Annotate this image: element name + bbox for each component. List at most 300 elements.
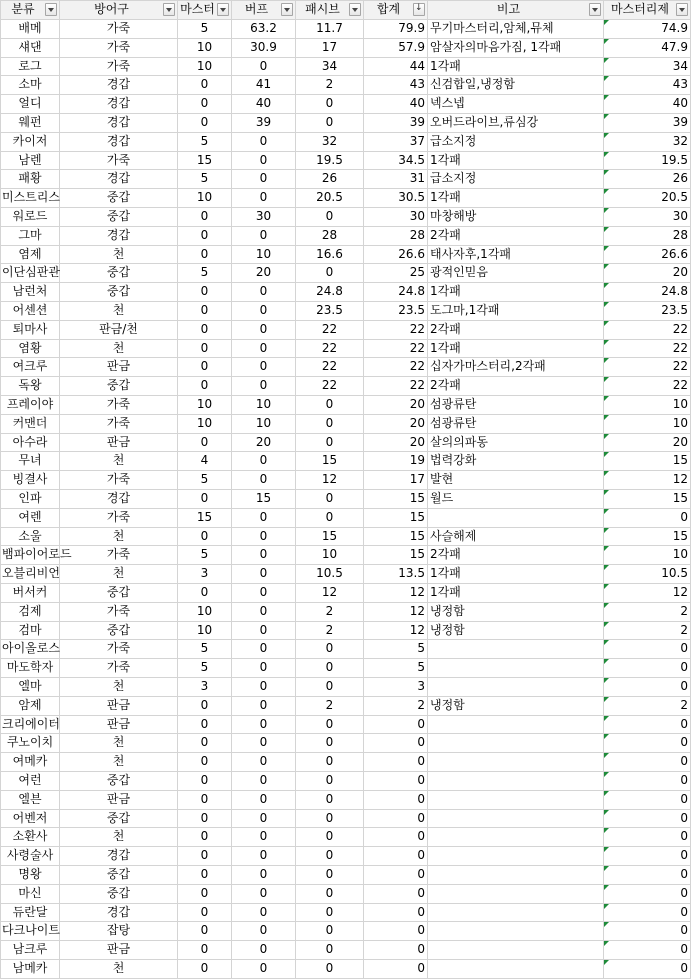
cell-category[interactable]: 다크나이트 — [0, 922, 60, 941]
cell-note[interactable]: 도그마,1각패 — [428, 302, 604, 321]
cell-armor[interactable]: 천 — [60, 452, 178, 471]
cell-mastery-excl[interactable] — [604, 734, 691, 753]
cell-buff[interactable]: 0 — [232, 922, 296, 941]
sort-descending-icon[interactable]: ↓ — [413, 3, 425, 16]
cell-buff[interactable]: 0 — [232, 847, 296, 866]
cell-armor[interactable]: 가죽 — [60, 640, 178, 659]
cell-total[interactable]: 22 — [364, 358, 428, 377]
cell-passive[interactable]: 2 — [296, 622, 364, 641]
cell-passive[interactable]: 0 — [296, 208, 364, 227]
cell-note[interactable]: 법력강화 — [428, 452, 604, 471]
cell-mastery-excl[interactable] — [604, 246, 691, 265]
cell-passive[interactable]: 0 — [296, 114, 364, 133]
cell-total[interactable]: 43 — [364, 76, 428, 95]
cell-note[interactable] — [428, 828, 604, 847]
cell-buff[interactable]: 0 — [232, 227, 296, 246]
cell-category[interactable]: 검마 — [0, 622, 60, 641]
cell-passive[interactable]: 2 — [296, 697, 364, 716]
cell-category[interactable]: 여메카 — [0, 753, 60, 772]
cell-total[interactable]: 37 — [364, 133, 428, 152]
cell-note[interactable] — [428, 716, 604, 735]
cell-master[interactable]: 3 — [178, 565, 232, 584]
cell-armor[interactable]: 중갑 — [60, 208, 178, 227]
cell-total[interactable]: 20 — [364, 434, 428, 453]
cell-passive[interactable]: 10 — [296, 546, 364, 565]
cell-passive[interactable]: 26 — [296, 170, 364, 189]
cell-armor[interactable]: 가죽 — [60, 415, 178, 434]
cell-total[interactable]: 2 — [364, 697, 428, 716]
cell-armor[interactable]: 판금/천 — [60, 321, 178, 340]
cell-note[interactable]: 냉정함 — [428, 622, 604, 641]
cell-note[interactable]: 십자가마스터리,2각패 — [428, 358, 604, 377]
cell-mastery-excl[interactable] — [604, 302, 691, 321]
cell-passive[interactable]: 0 — [296, 434, 364, 453]
cell-master[interactable]: 0 — [178, 321, 232, 340]
cell-passive[interactable]: 0 — [296, 904, 364, 923]
cell-total[interactable]: 0 — [364, 941, 428, 960]
cell-mastery-excl[interactable] — [604, 490, 691, 509]
cell-category[interactable]: 무녀 — [0, 452, 60, 471]
cell-passive[interactable]: 15 — [296, 452, 364, 471]
cell-total[interactable]: 19 — [364, 452, 428, 471]
cell-armor[interactable]: 중갑 — [60, 885, 178, 904]
cell-master[interactable]: 0 — [178, 697, 232, 716]
cell-buff[interactable]: 10 — [232, 246, 296, 265]
cell-master[interactable]: 0 — [178, 246, 232, 265]
cell-buff[interactable]: 20 — [232, 264, 296, 283]
cell-master[interactable]: 0 — [178, 847, 232, 866]
cell-mastery-excl[interactable] — [604, 227, 691, 246]
cell-passive[interactable]: 16.6 — [296, 246, 364, 265]
cell-mastery-excl[interactable] — [604, 377, 691, 396]
cell-note[interactable]: 1각패 — [428, 58, 604, 77]
cell-master[interactable]: 10 — [178, 396, 232, 415]
cell-master[interactable]: 0 — [178, 810, 232, 829]
cell-master[interactable]: 5 — [178, 640, 232, 659]
cell-master[interactable]: 5 — [178, 471, 232, 490]
cell-passive[interactable]: 0 — [296, 678, 364, 697]
cell-note[interactable]: 급소지정 — [428, 133, 604, 152]
header-cell-mastery-excl[interactable] — [604, 0, 691, 20]
cell-mastery-excl[interactable] — [604, 189, 691, 208]
cell-total[interactable]: 25 — [364, 264, 428, 283]
header-cell-category[interactable] — [0, 0, 60, 20]
cell-note[interactable]: 광적인믿음 — [428, 264, 604, 283]
cell-master[interactable]: 5 — [178, 170, 232, 189]
cell-armor[interactable]: 가죽 — [60, 20, 178, 39]
cell-armor[interactable]: 판금 — [60, 697, 178, 716]
filter-dropdown-icon[interactable] — [163, 3, 175, 16]
cell-armor[interactable]: 중갑 — [60, 866, 178, 885]
cell-note[interactable] — [428, 960, 604, 979]
cell-note[interactable]: 2각패 — [428, 227, 604, 246]
cell-armor[interactable]: 천 — [60, 528, 178, 547]
cell-master[interactable]: 10 — [178, 415, 232, 434]
cell-armor[interactable]: 천 — [60, 678, 178, 697]
cell-buff[interactable]: 0 — [232, 828, 296, 847]
cell-buff[interactable]: 0 — [232, 377, 296, 396]
cell-passive[interactable]: 20.5 — [296, 189, 364, 208]
cell-buff[interactable]: 0 — [232, 283, 296, 302]
cell-category[interactable]: 로그 — [0, 58, 60, 77]
cell-buff[interactable]: 39 — [232, 114, 296, 133]
cell-total[interactable]: 31 — [364, 170, 428, 189]
cell-mastery-excl[interactable] — [604, 471, 691, 490]
cell-note[interactable] — [428, 753, 604, 772]
cell-mastery-excl[interactable] — [604, 885, 691, 904]
cell-passive[interactable]: 0 — [296, 716, 364, 735]
cell-mastery-excl[interactable] — [604, 76, 691, 95]
cell-mastery-excl[interactable] — [604, 941, 691, 960]
cell-master[interactable]: 5 — [178, 659, 232, 678]
cell-master[interactable]: 0 — [178, 791, 232, 810]
cell-passive[interactable]: 15 — [296, 528, 364, 547]
cell-master[interactable]: 0 — [178, 716, 232, 735]
cell-note[interactable]: 오버드라이브,류심강 — [428, 114, 604, 133]
cell-category[interactable]: 오블리비언 — [0, 565, 60, 584]
cell-category[interactable]: 퇴마사 — [0, 321, 60, 340]
cell-buff[interactable]: 0 — [232, 603, 296, 622]
cell-armor[interactable]: 천 — [60, 960, 178, 979]
cell-master[interactable]: 0 — [178, 340, 232, 359]
cell-buff[interactable]: 0 — [232, 885, 296, 904]
cell-buff[interactable]: 0 — [232, 960, 296, 979]
cell-category[interactable]: 남메카 — [0, 960, 60, 979]
cell-passive[interactable]: 0 — [296, 490, 364, 509]
cell-master[interactable]: 0 — [178, 866, 232, 885]
cell-note[interactable] — [428, 678, 604, 697]
cell-passive[interactable]: 0 — [296, 509, 364, 528]
cell-total[interactable]: 0 — [364, 716, 428, 735]
cell-passive[interactable]: 34 — [296, 58, 364, 77]
cell-mastery-excl[interactable] — [604, 922, 691, 941]
cell-mastery-excl[interactable] — [604, 321, 691, 340]
cell-note[interactable]: 넥스넵 — [428, 95, 604, 114]
cell-buff[interactable]: 0 — [232, 753, 296, 772]
cell-buff[interactable]: 0 — [232, 716, 296, 735]
cell-mastery-excl[interactable] — [604, 58, 691, 77]
cell-category[interactable]: 소마 — [0, 76, 60, 95]
cell-category[interactable]: 여렌 — [0, 509, 60, 528]
cell-master[interactable]: 0 — [178, 753, 232, 772]
cell-buff[interactable]: 0 — [232, 152, 296, 171]
cell-master[interactable]: 0 — [178, 772, 232, 791]
cell-category[interactable]: 소울 — [0, 528, 60, 547]
cell-passive[interactable]: 22 — [296, 358, 364, 377]
cell-category[interactable]: 사령술사 — [0, 847, 60, 866]
cell-mastery-excl[interactable] — [604, 434, 691, 453]
cell-mastery-excl[interactable] — [604, 904, 691, 923]
cell-mastery-excl[interactable] — [604, 452, 691, 471]
cell-category[interactable]: 암제 — [0, 697, 60, 716]
cell-armor[interactable]: 가죽 — [60, 39, 178, 58]
cell-category[interactable]: 남크루 — [0, 941, 60, 960]
cell-master[interactable]: 0 — [178, 941, 232, 960]
cell-category[interactable]: 검제 — [0, 603, 60, 622]
cell-total[interactable]: 23.5 — [364, 302, 428, 321]
cell-total[interactable]: 0 — [364, 753, 428, 772]
cell-mastery-excl[interactable] — [604, 283, 691, 302]
cell-category[interactable]: 소환사 — [0, 828, 60, 847]
cell-passive[interactable]: 0 — [296, 264, 364, 283]
cell-mastery-excl[interactable] — [604, 264, 691, 283]
cell-armor[interactable]: 가죽 — [60, 509, 178, 528]
cell-armor[interactable]: 중갑 — [60, 189, 178, 208]
cell-total[interactable]: 15 — [364, 490, 428, 509]
cell-mastery-excl[interactable] — [604, 95, 691, 114]
cell-passive[interactable]: 11.7 — [296, 20, 364, 39]
cell-note[interactable]: 태사자후,1각패 — [428, 246, 604, 265]
cell-passive[interactable]: 0 — [296, 415, 364, 434]
cell-buff[interactable]: 0 — [232, 904, 296, 923]
cell-mastery-excl[interactable] — [604, 358, 691, 377]
cell-category[interactable]: 어벤저 — [0, 810, 60, 829]
cell-passive[interactable]: 0 — [296, 734, 364, 753]
cell-armor[interactable]: 가죽 — [60, 659, 178, 678]
cell-armor[interactable]: 판금 — [60, 434, 178, 453]
cell-category[interactable]: 남런처 — [0, 283, 60, 302]
cell-category[interactable]: 염제 — [0, 246, 60, 265]
cell-note[interactable] — [428, 941, 604, 960]
cell-total[interactable]: 0 — [364, 885, 428, 904]
cell-buff[interactable]: 15 — [232, 490, 296, 509]
cell-master[interactable]: 0 — [178, 283, 232, 302]
cell-category[interactable]: 명왕 — [0, 866, 60, 885]
cell-buff[interactable]: 0 — [232, 189, 296, 208]
cell-armor[interactable]: 판금 — [60, 716, 178, 735]
cell-master[interactable]: 0 — [178, 95, 232, 114]
cell-mastery-excl[interactable] — [604, 678, 691, 697]
cell-armor[interactable]: 천 — [60, 828, 178, 847]
cell-buff[interactable]: 0 — [232, 622, 296, 641]
cell-buff[interactable]: 0 — [232, 471, 296, 490]
cell-armor[interactable]: 중갑 — [60, 377, 178, 396]
cell-buff[interactable]: 0 — [232, 734, 296, 753]
cell-category[interactable]: 여크루 — [0, 358, 60, 377]
cell-master[interactable]: 15 — [178, 509, 232, 528]
cell-master[interactable]: 0 — [178, 904, 232, 923]
cell-buff[interactable]: 0 — [232, 302, 296, 321]
cell-note[interactable]: 냉정함 — [428, 603, 604, 622]
cell-passive[interactable]: 0 — [296, 866, 364, 885]
cell-note[interactable]: 1각패 — [428, 283, 604, 302]
cell-note[interactable]: 마창해방 — [428, 208, 604, 227]
cell-note[interactable]: 섬광류탄 — [428, 396, 604, 415]
cell-passive[interactable]: 2 — [296, 603, 364, 622]
cell-note[interactable] — [428, 847, 604, 866]
cell-category[interactable]: 카이저 — [0, 133, 60, 152]
cell-total[interactable]: 15 — [364, 528, 428, 547]
cell-mastery-excl[interactable] — [604, 753, 691, 772]
cell-master[interactable]: 0 — [178, 358, 232, 377]
cell-note[interactable]: 2각패 — [428, 546, 604, 565]
cell-buff[interactable]: 0 — [232, 810, 296, 829]
cell-note[interactable]: 사슬해제 — [428, 528, 604, 547]
cell-buff[interactable]: 0 — [232, 58, 296, 77]
cell-master[interactable]: 0 — [178, 114, 232, 133]
cell-mastery-excl[interactable] — [604, 659, 691, 678]
cell-total[interactable]: 20 — [364, 415, 428, 434]
cell-buff[interactable]: 0 — [232, 528, 296, 547]
cell-category[interactable]: 빙결사 — [0, 471, 60, 490]
cell-armor[interactable]: 가죽 — [60, 152, 178, 171]
cell-passive[interactable]: 22 — [296, 377, 364, 396]
cell-passive[interactable]: 0 — [296, 828, 364, 847]
cell-armor[interactable]: 잡탕 — [60, 922, 178, 941]
cell-passive[interactable]: 0 — [296, 922, 364, 941]
cell-total[interactable]: 12 — [364, 584, 428, 603]
cell-armor[interactable]: 천 — [60, 246, 178, 265]
cell-master[interactable]: 10 — [178, 58, 232, 77]
cell-note[interactable]: 발현 — [428, 471, 604, 490]
cell-category[interactable]: 미스트리스 — [0, 189, 60, 208]
cell-total[interactable]: 22 — [364, 321, 428, 340]
cell-total[interactable]: 0 — [364, 960, 428, 979]
cell-mastery-excl[interactable] — [604, 603, 691, 622]
cell-buff[interactable]: 20 — [232, 434, 296, 453]
cell-passive[interactable]: 0 — [296, 659, 364, 678]
cell-category[interactable]: 얼디 — [0, 95, 60, 114]
cell-buff[interactable]: 0 — [232, 358, 296, 377]
cell-total[interactable]: 15 — [364, 546, 428, 565]
cell-armor[interactable]: 경갑 — [60, 133, 178, 152]
cell-mastery-excl[interactable] — [604, 114, 691, 133]
cell-passive[interactable]: 22 — [296, 321, 364, 340]
cell-category[interactable]: 독왕 — [0, 377, 60, 396]
cell-buff[interactable]: 0 — [232, 659, 296, 678]
cell-total[interactable]: 13.5 — [364, 565, 428, 584]
cell-note[interactable]: 급소지정 — [428, 170, 604, 189]
cell-total[interactable]: 0 — [364, 828, 428, 847]
cell-armor[interactable]: 경갑 — [60, 490, 178, 509]
cell-mastery-excl[interactable] — [604, 170, 691, 189]
cell-buff[interactable]: 0 — [232, 133, 296, 152]
cell-passive[interactable]: 28 — [296, 227, 364, 246]
cell-master[interactable]: 0 — [178, 227, 232, 246]
cell-total[interactable]: 40 — [364, 95, 428, 114]
cell-master[interactable]: 0 — [178, 208, 232, 227]
cell-note[interactable] — [428, 904, 604, 923]
cell-armor[interactable]: 천 — [60, 565, 178, 584]
cell-total[interactable]: 0 — [364, 904, 428, 923]
cell-armor[interactable]: 경갑 — [60, 847, 178, 866]
cell-category[interactable]: 남렌 — [0, 152, 60, 171]
cell-buff[interactable]: 0 — [232, 697, 296, 716]
cell-category[interactable]: 프레이야 — [0, 396, 60, 415]
cell-category[interactable]: 염황 — [0, 340, 60, 359]
cell-armor[interactable]: 천 — [60, 302, 178, 321]
cell-buff[interactable]: 0 — [232, 546, 296, 565]
cell-note[interactable]: 2각패 — [428, 321, 604, 340]
cell-note[interactable]: 1각패 — [428, 152, 604, 171]
cell-master[interactable]: 0 — [178, 490, 232, 509]
cell-passive[interactable]: 0 — [296, 772, 364, 791]
cell-passive[interactable]: 2 — [296, 76, 364, 95]
cell-note[interactable]: 월드 — [428, 490, 604, 509]
cell-total[interactable]: 0 — [364, 791, 428, 810]
cell-note[interactable]: 살의의파동 — [428, 434, 604, 453]
filter-dropdown-icon[interactable] — [217, 3, 229, 16]
cell-armor[interactable]: 판금 — [60, 791, 178, 810]
cell-armor[interactable]: 경갑 — [60, 170, 178, 189]
cell-note[interactable] — [428, 922, 604, 941]
cell-passive[interactable]: 0 — [296, 941, 364, 960]
cell-master[interactable]: 0 — [178, 885, 232, 904]
header-cell-buff[interactable] — [232, 0, 296, 20]
cell-total[interactable]: 17 — [364, 471, 428, 490]
cell-mastery-excl[interactable] — [604, 396, 691, 415]
cell-buff[interactable]: 0 — [232, 772, 296, 791]
cell-passive[interactable]: 0 — [296, 640, 364, 659]
cell-armor[interactable]: 가죽 — [60, 396, 178, 415]
cell-passive[interactable]: 17 — [296, 39, 364, 58]
cell-master[interactable]: 10 — [178, 189, 232, 208]
cell-total[interactable]: 15 — [364, 509, 428, 528]
cell-armor[interactable]: 중갑 — [60, 810, 178, 829]
cell-armor[interactable]: 경갑 — [60, 227, 178, 246]
cell-master[interactable]: 0 — [178, 76, 232, 95]
cell-total[interactable]: 0 — [364, 810, 428, 829]
cell-buff[interactable]: 40 — [232, 95, 296, 114]
cell-total[interactable]: 34.5 — [364, 152, 428, 171]
cell-passive[interactable]: 0 — [296, 885, 364, 904]
cell-mastery-excl[interactable] — [604, 208, 691, 227]
cell-passive[interactable]: 19.5 — [296, 152, 364, 171]
cell-mastery-excl[interactable] — [604, 772, 691, 791]
cell-mastery-excl[interactable] — [604, 584, 691, 603]
cell-passive[interactable]: 32 — [296, 133, 364, 152]
cell-note[interactable] — [428, 640, 604, 659]
cell-total[interactable]: 26.6 — [364, 246, 428, 265]
cell-category[interactable]: 배메 — [0, 20, 60, 39]
cell-master[interactable]: 10 — [178, 622, 232, 641]
cell-mastery-excl[interactable] — [604, 528, 691, 547]
cell-master[interactable]: 0 — [178, 302, 232, 321]
cell-master[interactable]: 4 — [178, 452, 232, 471]
cell-armor[interactable]: 가죽 — [60, 58, 178, 77]
cell-note[interactable]: 1각패 — [428, 189, 604, 208]
cell-passive[interactable]: 0 — [296, 396, 364, 415]
cell-armor[interactable]: 경갑 — [60, 114, 178, 133]
cell-buff[interactable]: 0 — [232, 321, 296, 340]
cell-category[interactable]: 여런 — [0, 772, 60, 791]
cell-total[interactable]: 0 — [364, 866, 428, 885]
cell-mastery-excl[interactable] — [604, 716, 691, 735]
cell-total[interactable]: 3 — [364, 678, 428, 697]
cell-master[interactable]: 0 — [178, 584, 232, 603]
cell-category[interactable]: 엘븐 — [0, 791, 60, 810]
filter-dropdown-icon[interactable] — [45, 3, 57, 16]
header-cell-armor[interactable] — [60, 0, 178, 20]
cell-buff[interactable]: 0 — [232, 678, 296, 697]
cell-total[interactable]: 44 — [364, 58, 428, 77]
cell-total[interactable]: 5 — [364, 640, 428, 659]
cell-total[interactable]: 57.9 — [364, 39, 428, 58]
cell-passive[interactable]: 24.8 — [296, 283, 364, 302]
cell-mastery-excl[interactable] — [604, 847, 691, 866]
cell-category[interactable]: 아수라 — [0, 434, 60, 453]
cell-total[interactable]: 30 — [364, 208, 428, 227]
cell-note[interactable] — [428, 659, 604, 678]
cell-armor[interactable]: 천 — [60, 753, 178, 772]
cell-armor[interactable]: 판금 — [60, 358, 178, 377]
cell-master[interactable]: 5 — [178, 133, 232, 152]
cell-armor[interactable]: 가죽 — [60, 471, 178, 490]
cell-passive[interactable]: 10.5 — [296, 565, 364, 584]
cell-mastery-excl[interactable] — [604, 810, 691, 829]
cell-buff[interactable]: 10 — [232, 396, 296, 415]
cell-passive[interactable]: 12 — [296, 471, 364, 490]
